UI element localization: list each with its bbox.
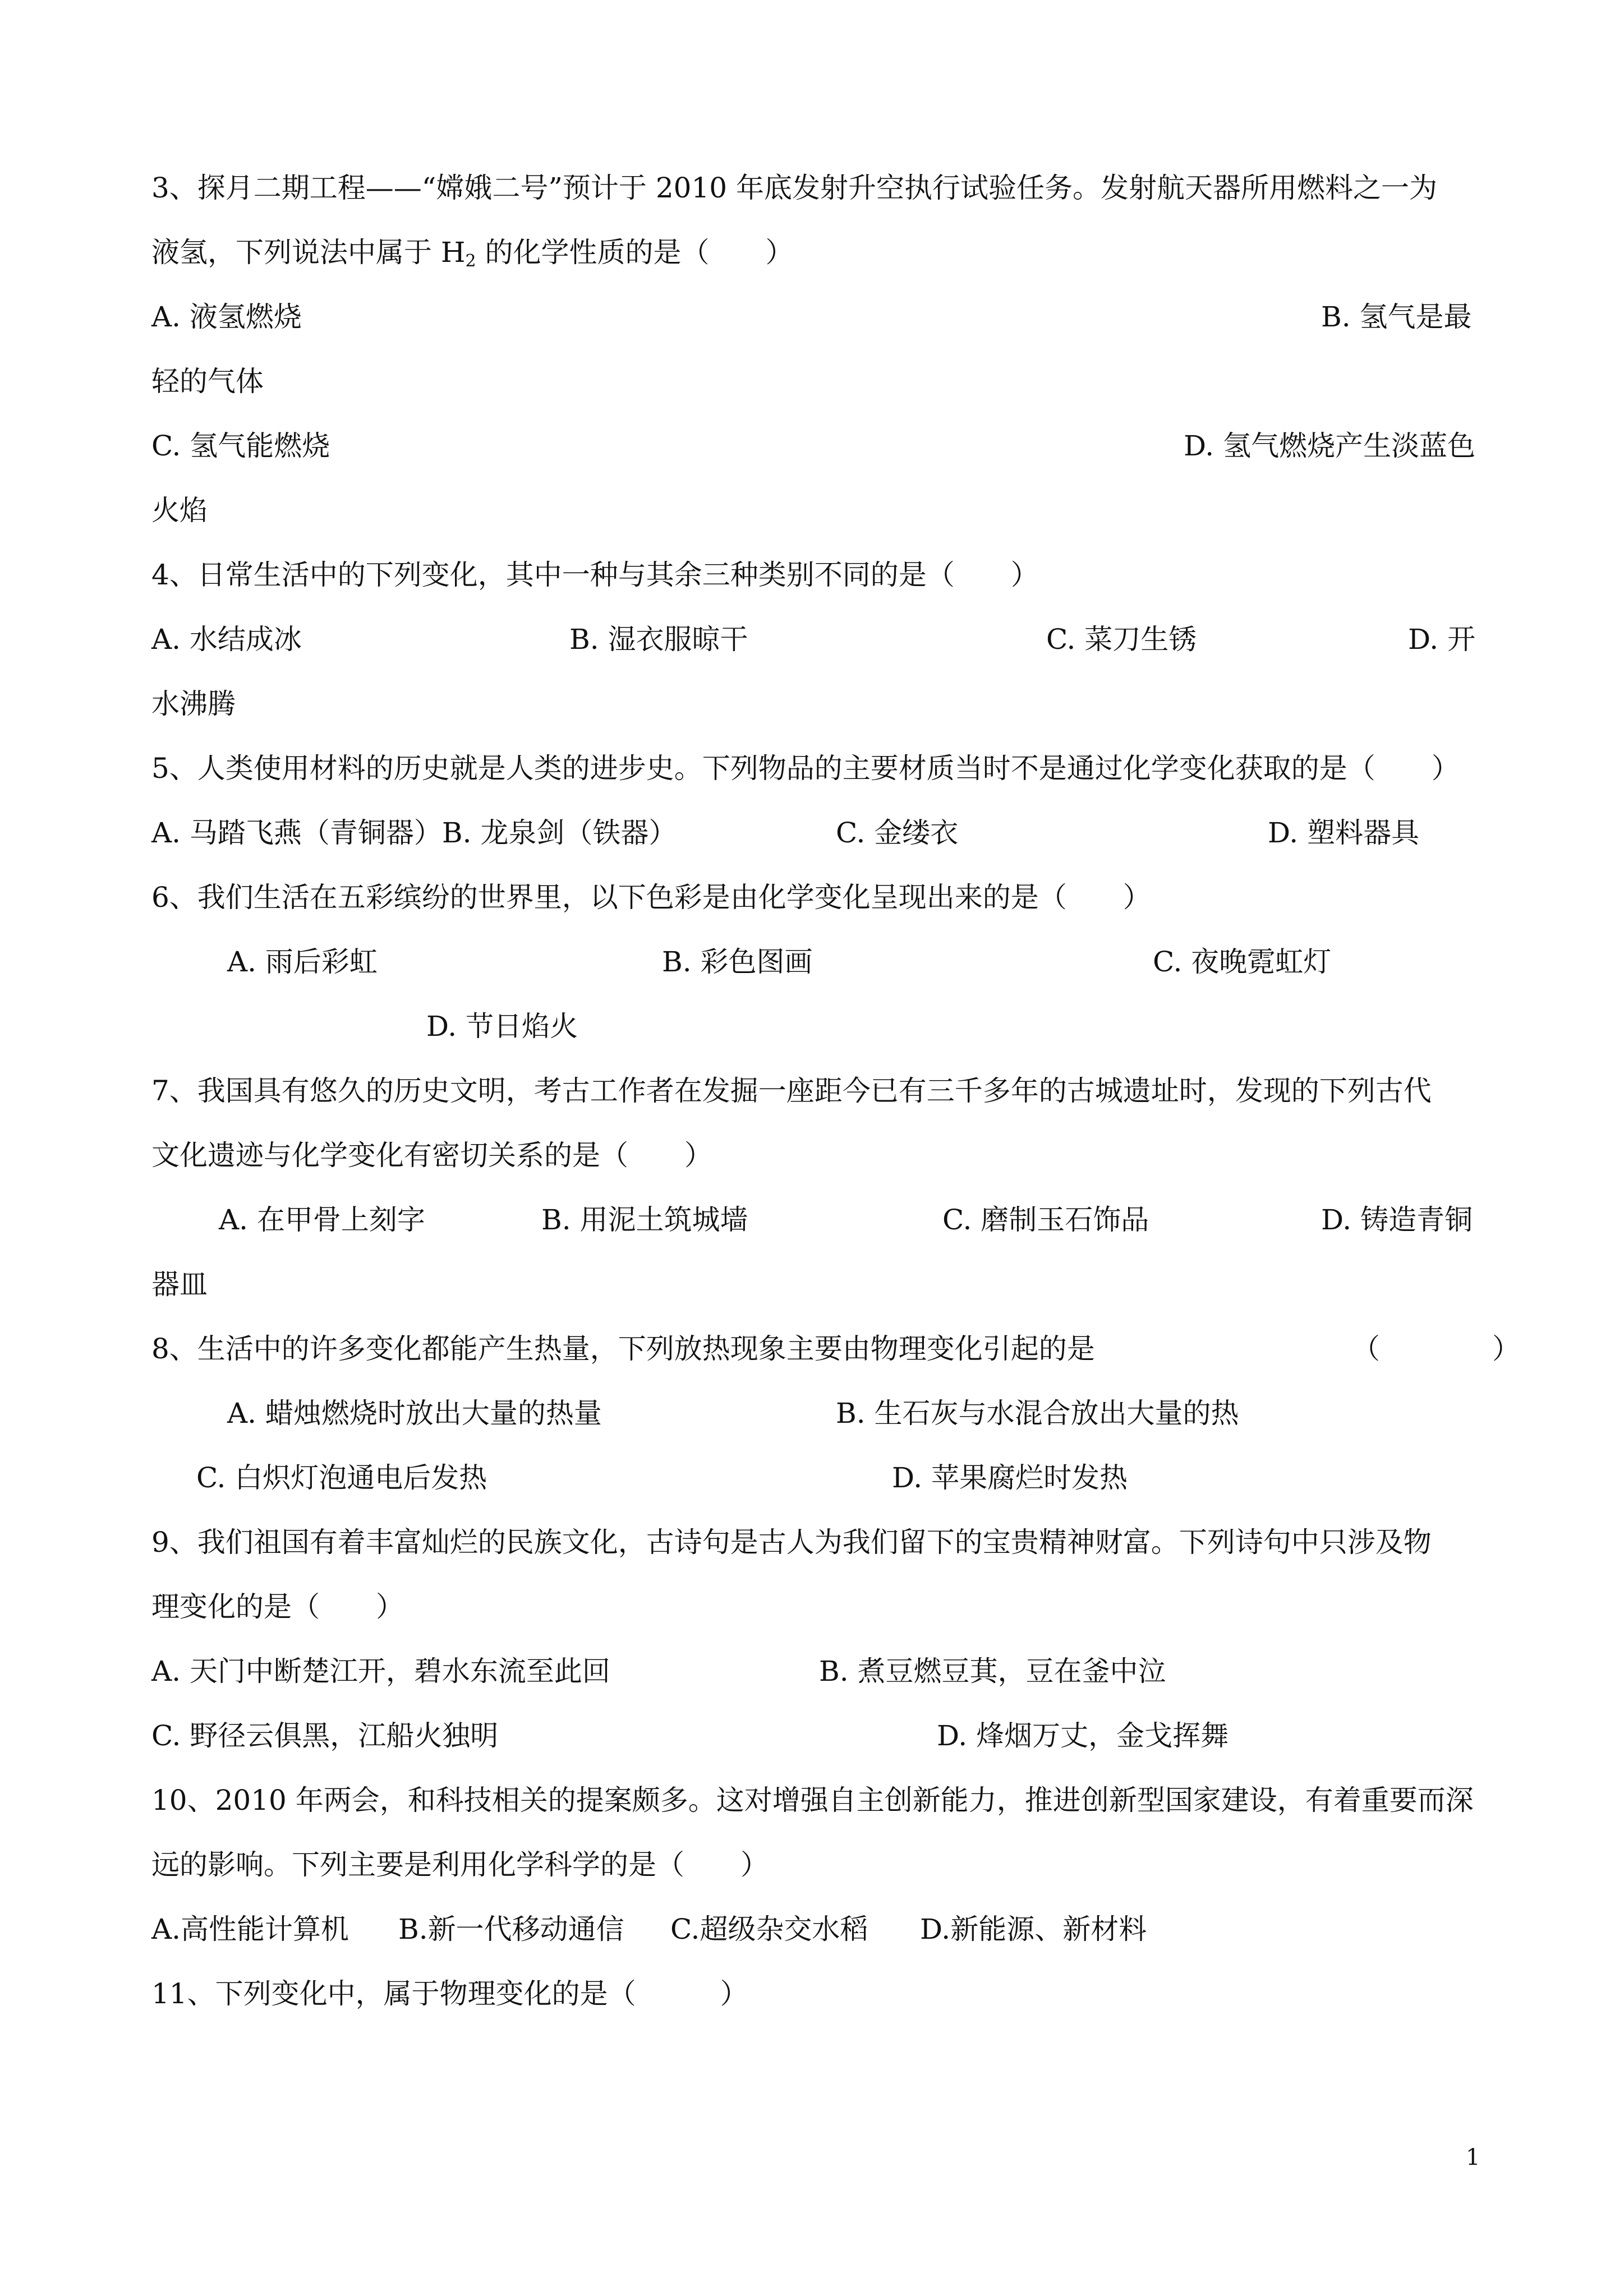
q3-option-d-continued: 火焰: [151, 494, 208, 527]
q6-option-b: B. 彩色图画: [662, 946, 813, 978]
q5-option-d: D. 塑料器具: [1268, 817, 1420, 849]
q4-stem: 4、日常生活中的下列变化，其中一种与其余三种类别不同的是（ ）: [151, 559, 1039, 591]
q9-stem-line-2: 理变化的是（ ）: [151, 1590, 404, 1623]
q7-stem-line-2: 文化遗迹与化学变化有密切关系的是（ ）: [151, 1139, 712, 1172]
q5-options-a-b: A. 马踏飞燕（青铜器）B. 龙泉剑（铁器）: [151, 817, 677, 849]
q10-option-c: C.超级杂交水稻: [670, 1913, 868, 1945]
q7-option-a: A. 在甲骨上刻字: [219, 1204, 425, 1236]
q9-option-d: D. 烽烟万丈，金戈挥舞: [937, 1719, 1229, 1752]
q9-option-a: A. 天门中断楚江开，碧水东流至此回: [151, 1655, 610, 1688]
q6-option-a: A. 雨后彩虹: [227, 946, 378, 978]
q8-option-a: A. 蜡烛燃烧时放出大量的热量: [227, 1397, 602, 1430]
q10-option-d: D.新能源、新材料: [920, 1913, 1147, 1945]
q4-option-a: A. 水结成冰: [151, 623, 302, 656]
q3-stem-line-1: 3、探月二期工程——“嫦娥二号”预计于 2010 年底发射升空执行试验任务。发射航天器所用燃料之一为: [151, 172, 1437, 204]
q5-option-c: C. 金缕衣: [836, 817, 959, 849]
q3-option-c: C. 氢气能燃烧: [151, 430, 330, 462]
q7-option-d-continued: 器皿: [151, 1268, 208, 1301]
q8-stem: 8、生活中的许多变化都能产生热量，下列放热现象主要由物理变化引起的是: [151, 1333, 1095, 1365]
q7-stem-line-1: 7、我国具有悠久的历史文明，考古工作者在发掘一座距今已有三千多年的古城遗址时，发现的下列古代: [151, 1075, 1432, 1107]
page-number: 1: [1466, 2145, 1480, 2170]
q4-option-b: B. 湿衣服晾干: [569, 623, 748, 656]
q3-stem-line-2: [151, 236, 794, 269]
q9-option-c: C. 野径云俱黑，江船火独明: [151, 1719, 499, 1752]
q8-answer-blank: （ ）: [1352, 1333, 1520, 1365]
q3-option-d: D. 氢气燃烧产生淡蓝色: [1184, 430, 1476, 462]
q3-option-b: B. 氢气是最: [1321, 301, 1472, 333]
q7-option-b: B. 用泥土筑城墙: [541, 1204, 748, 1236]
q6-stem: 6、我们生活在五彩缤纷的世界里，以下色彩是由化学变化呈现出来的是（ ）: [151, 881, 1151, 914]
q3-option-a: A. 液氢燃烧: [151, 301, 302, 333]
q9-stem-line-1: 9、我们祖国有着丰富灿烂的民族文化，古诗句是古人为我们留下的宝贵精神财富。下列诗句中只涉及物: [151, 1526, 1432, 1559]
q6-option-c: C. 夜晚霓虹灯: [1153, 946, 1332, 978]
q4-option-c: C. 菜刀生锈: [1046, 623, 1197, 656]
h2-subscript: 2: [465, 251, 476, 271]
q4-option-d-continued: 水沸腾: [151, 688, 236, 720]
q10-option-a: A.高性能计算机: [151, 1913, 349, 1945]
q10-stem-line-1: 10、2010 年两会，和科技相关的提案颇多。这对增强自主创新能力，推进创新型国家建设，有着重要而深: [151, 1784, 1474, 1816]
q3-option-b-continued: 轻的气体: [151, 365, 264, 398]
q9-option-b: B. 煮豆燃豆萁，豆在釜中泣: [819, 1655, 1166, 1688]
q4-option-d: D. 开: [1408, 623, 1476, 656]
q8-option-d: D. 苹果腐烂时发热: [892, 1461, 1128, 1494]
q8-option-c: C. 白炽灯泡通电后发热: [196, 1461, 487, 1494]
q7-option-d: D. 铸造青铜: [1321, 1204, 1473, 1236]
q7-option-c: C. 磨制玉石饰品: [942, 1204, 1149, 1236]
q10-stem-line-2: 远的影响。下列主要是利用化学科学的是（ ）: [151, 1848, 769, 1881]
q5-stem: 5、人类使用材料的历史就是人类的进步史。下列物品的主要材质当时不是通过化学变化获取的是（ ）: [151, 752, 1460, 785]
q6-option-d: D. 节日焰火: [426, 1010, 578, 1043]
q8-option-b: B. 生石灰与水混合放出大量的热: [836, 1397, 1239, 1430]
q3-stem-text: 液氢，下列说法中属于 H: [151, 236, 466, 269]
q3-stem-text-end: 的化学性质的是（ ）: [476, 236, 794, 269]
q11-stem: 11、下列变化中，属于物理变化的是（ ）: [151, 1977, 748, 2010]
q10-option-b: B.新一代移动通信: [398, 1913, 624, 1945]
